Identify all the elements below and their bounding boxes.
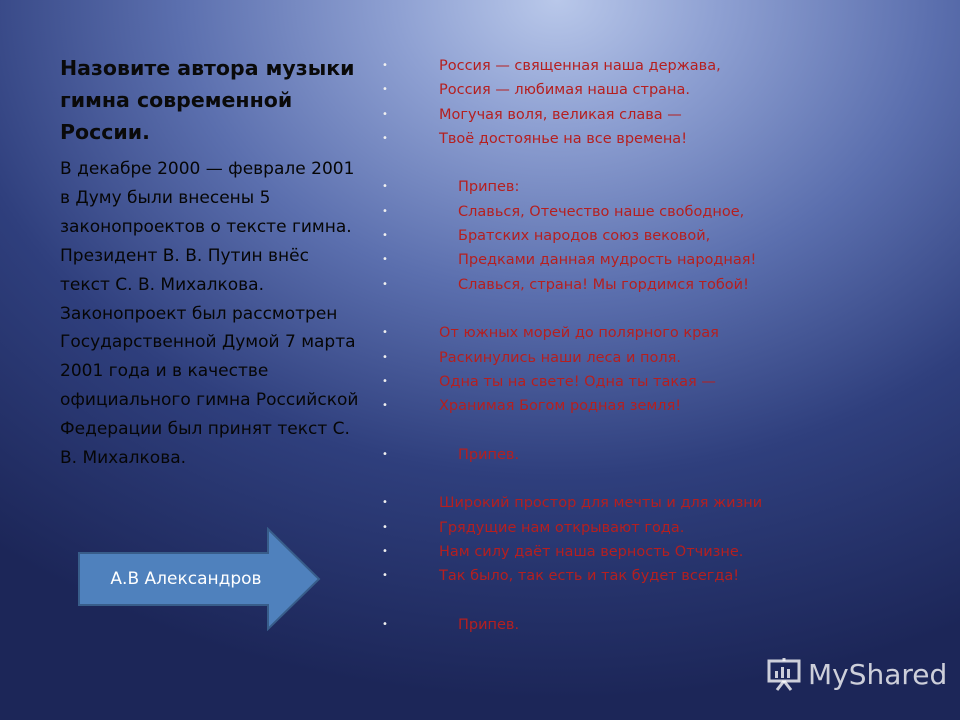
lyrics-line: • Нам силу даёт наша верность Отчизне. [382,540,942,564]
chorus-heading: • Припев. [382,613,942,637]
bullet-icon: • [382,545,388,557]
chorus-heading: • Припев. [382,443,942,467]
anthem-lyrics-list [382,54,942,637]
lyrics-line: • Одна ты на свете! Одна ты такая — [382,370,942,394]
bullet-icon: • [382,351,388,363]
bullet-icon: • [382,60,388,71]
bullet-icon: • [382,181,388,193]
lyrics-line: • Россия — священная наша держава, [382,54,942,78]
bullet-icon: • [382,205,388,217]
bullet-icon: • [382,618,388,630]
answer-arrow-button[interactable] [78,527,321,631]
chorus-heading: • Припев: [382,175,942,199]
slide-question: Назовите автора музыки гимна современной России. [60,56,355,144]
bullet-icon: • [382,400,388,412]
bullet-icon: • [382,570,388,582]
bullet-icon: • [382,132,388,144]
lyrics-line: • Предками данная мудрость народная! [382,248,942,272]
bullet-icon: • [382,327,388,339]
lyrics-line: • Славься, страна! Мы гордимся тобой! [382,273,942,297]
lyrics-line: • Твоё достоянье на все времена! [382,127,942,151]
bullet-icon: • [382,448,388,460]
lyrics-line: • Россия — любимая наша страна. [382,78,942,102]
answer-label: А.В Александров [110,569,262,589]
lyrics-line: • Хранимая Богом родная земля! [382,394,942,418]
bullet-icon: • [382,497,388,509]
lyrics-line: • Раскинулись наши леса и поля. [382,346,942,370]
lyrics-line: • Так было, так есть и так будет всегда! [382,564,942,588]
lyrics-line: • Могучая воля, великая слава — [382,103,942,127]
bullet-icon: • [382,84,388,96]
watermark-text: MyShared [808,657,948,691]
myshared-watermark[interactable] [766,654,947,694]
anthem-history-paragraph: В декабре 2000 — феврале 2001 в Думу были внесены 5 законопроектов о тексте гимна. Президент В. В. Путин внёс текст С. В. Михалкова. Законопроект был рассмотрен Государственной Думой 7 марта 2001 года и в качестве официального гимна Российской Федерации был принят текст С. В. Михалкова. [60,159,359,469]
bullet-icon: • [382,108,388,120]
lyrics-line: • От южных морей до полярного края [382,321,942,345]
lyrics-line: • Братских народов союз вековой, [382,224,942,248]
bullet-icon: • [382,278,388,290]
presentation-board-icon [766,657,802,691]
bullet-icon: • [382,230,388,242]
lyrics-line: • Широкий простор для мечты и для жизни [382,491,942,515]
bullet-icon: • [382,375,388,387]
lyrics-line: • Славься, Отечество наше свободное, [382,200,942,224]
bullet-icon: • [382,254,388,266]
bullet-icon: • [382,521,388,533]
lyrics-line: • Грядущие нам открывают года. [382,516,942,540]
